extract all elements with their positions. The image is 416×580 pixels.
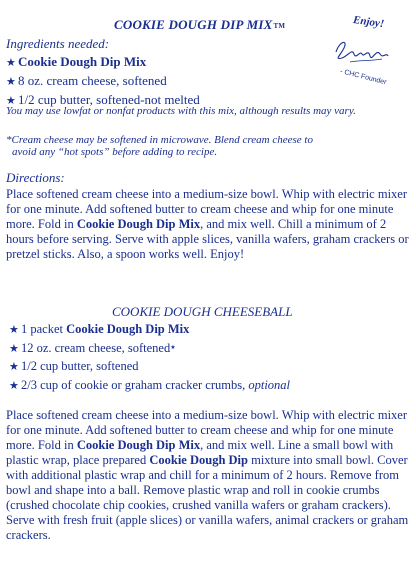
- star-icon: ★: [9, 324, 19, 336]
- ingredient-text: 1 packet: [21, 322, 67, 336]
- cheeseball-title: COOKIE DOUGH CHEESEBALL: [112, 304, 293, 319]
- ingredient-text: 12 oz. cream cheese, softened: [21, 340, 171, 355]
- list-item: [9, 340, 290, 359]
- star-icon: ★: [6, 95, 16, 107]
- ingredient-text: 2/3 cup of cookie or graham cracker crumbs,: [21, 377, 249, 392]
- list-item: [9, 321, 290, 340]
- ingredient-text: Cookie Dough Dip Mix: [18, 54, 147, 69]
- list-item: [9, 358, 290, 377]
- ingredient-text: 8 oz. cream cheese, softened: [18, 73, 167, 88]
- list-item: [6, 72, 200, 91]
- optional-label: optional: [248, 377, 291, 392]
- directions-paragraph: [6, 187, 414, 262]
- directions-text: , and mix well. Line a small bowl with plastic wrap, place prepared: [6, 438, 394, 467]
- ingredient-bold-text: Cookie Dough Dip Mix: [66, 322, 190, 336]
- lowfat-note: You may use lowfat or nonfat products with this mix, although results may vary.: [6, 105, 356, 117]
- star-icon: ★: [9, 379, 19, 392]
- microwave-note-line: *Cream cheese may be softened in microwave. Blend cream cheese to: [6, 134, 313, 146]
- signature-icon: [330, 34, 392, 70]
- trademark-symbol: TM: [273, 22, 286, 30]
- founder-label: - CHC Founder: [339, 68, 388, 87]
- ingredients-list: [6, 53, 200, 110]
- ingredients-heading: Ingredients needed:: [6, 36, 110, 51]
- microwave-note-line: avoid any “hot spots” before adding to recipe.: [12, 146, 218, 158]
- directions-text: mixture into small bowl. Cover with additional plastic wrap and chill for a minimum of 2 hours. Remove from bowl and shape into a ball. Remove plastic wrap and roll in cookie crumbs (crushed chocolate chip cookies, crushed vanilla wafers or graham crackers). Serve with fresh fruit (apple slices) or vanilla wafers, animal crackers or graham crackers.: [6, 453, 409, 542]
- directions-bold-text: Cookie Dough Dip: [149, 453, 248, 467]
- directions-text: , and mix well. Chill a minimum of 2 hours before serving. Serve with apple slices, vanilla wafers, graham crackers or pretzel sticks. Also, a spoon works well. Enjoy!: [6, 217, 409, 261]
- directions-text: Place softened cream cheese into a medium-size bowl. Whip with electric mixer for one minute. Add softened butter to cream cheese and whip for one minute more. Fold in: [6, 408, 408, 452]
- directions-bold-text: Cookie Dough Dip Mix: [76, 217, 201, 231]
- star-icon: ★: [9, 361, 19, 373]
- directions-bold-text: Cookie Dough Dip Mix: [76, 438, 201, 452]
- ingredient-text: 1/2 cup butter, softened: [21, 359, 139, 373]
- enjoy-label: Enjoy!: [352, 14, 385, 31]
- star-icon: ★: [170, 344, 176, 351]
- star-icon: ★: [6, 57, 16, 69]
- ingredient-text: 1/2 cup butter, softened-not melted: [18, 92, 200, 107]
- directions-heading: Directions:: [6, 170, 65, 185]
- directions-text: Place softened cream cheese into a medium-size bowl. Whip with electric mixer for one minute. Add softened butter to cream cheese and whip for one minute more. Fold in: [6, 187, 408, 231]
- page-title: [114, 17, 285, 33]
- list-item: [6, 53, 200, 72]
- list-item: [9, 377, 290, 396]
- cheeseball-ingredients-list: [9, 321, 290, 395]
- star-icon: ★: [9, 342, 19, 355]
- microwave-note: [6, 134, 406, 158]
- star-icon: ★: [6, 76, 16, 88]
- cheeseball-directions-paragraph: [6, 408, 414, 543]
- title-text: COOKIE DOUGH DIP MIX: [114, 17, 273, 32]
